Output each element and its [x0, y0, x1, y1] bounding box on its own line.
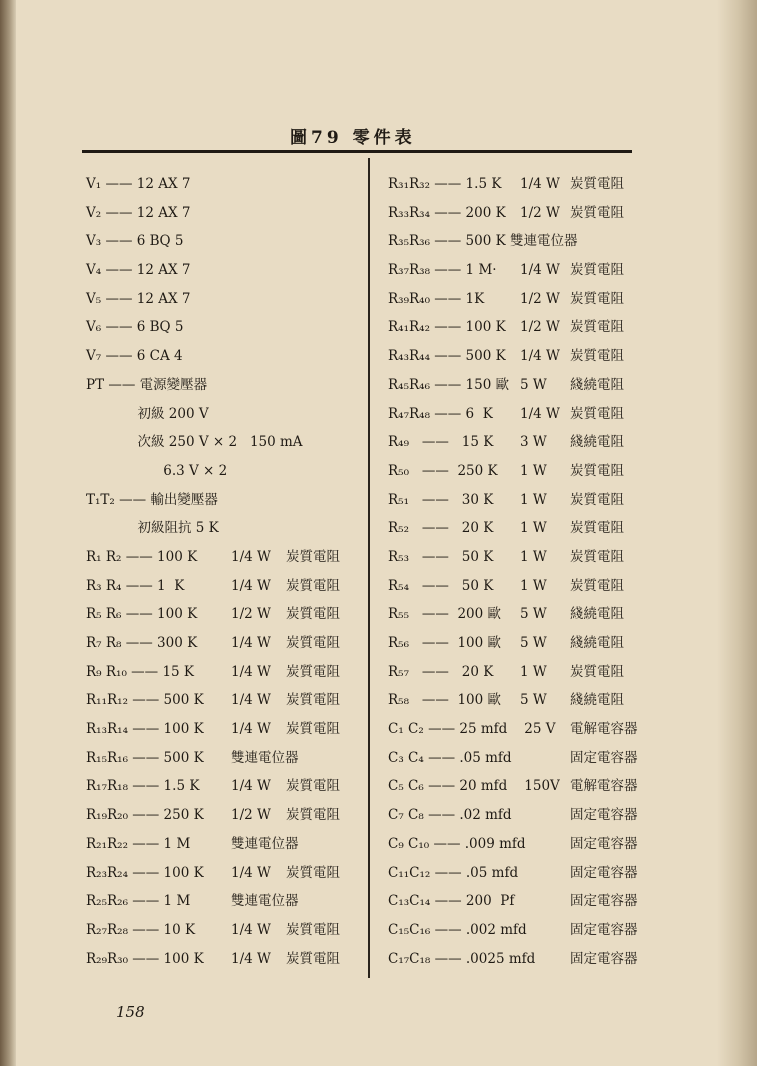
part-type: 炭質電阻: [286, 606, 340, 623]
part-type: 固定電容器: [570, 950, 638, 967]
part-type: 炭質電阻: [570, 405, 624, 422]
part-type: 電解電容器: [570, 778, 638, 795]
part-type: 炭質電阻: [570, 176, 624, 192]
part-rating: 1/4 W: [231, 663, 271, 680]
part-spec: R₇ R₈ —— 300 K: [86, 635, 198, 651]
part-type: 炭質電阻: [286, 692, 340, 709]
part-type: 電解電容器: [570, 721, 638, 738]
part-spec: R₄₃R₄₄ —— 500 K: [388, 348, 506, 365]
part-rating: 1/4 W: [520, 348, 560, 365]
part-rating: 5 W: [520, 606, 547, 623]
part-type: 炭質電阻: [570, 348, 624, 365]
part-spec: R₅₄ —— 50 K: [388, 577, 494, 594]
part-rating: 5 W: [520, 692, 547, 709]
part-spec: R₅₅ —— 200 歐: [388, 606, 502, 623]
part-spec: 初級 200 V: [86, 405, 209, 422]
part-spec: R₃₅R₃₆ —— 500 K 雙連電位器: [388, 233, 578, 250]
part-rating: 1/4 W: [231, 921, 271, 938]
part-spec: R₂₃R₂₄ —— 100 K: [86, 864, 204, 881]
part-spec: R₁₁R₁₂ —— 500 K: [86, 692, 204, 709]
part-type: 炭質電阻: [570, 491, 624, 508]
part-rating: 1/2 W: [231, 807, 271, 824]
part-spec: R₂₇R₂₈ —— 10 K: [86, 921, 196, 938]
part-rating: 雙連電位器: [231, 835, 299, 852]
part-type: 炭質電阻: [286, 663, 340, 680]
part-spec: R₁₇R₁₈ —— 1.5 K: [86, 778, 200, 795]
part-rating: 1/4 W: [231, 864, 271, 881]
part-type: 固定電容器: [570, 749, 638, 766]
part-rating: 雙連電位器: [231, 893, 299, 910]
part-type: 綫繞電阻: [570, 692, 624, 709]
part-spec: R₃₇R₃₈ —— 1 M·: [388, 262, 497, 279]
part-spec: V₁ —— 12 AX 7: [86, 176, 191, 192]
part-rating: 1 W: [520, 520, 547, 537]
part-spec: R₄₁R₄₂ —— 100 K: [388, 319, 506, 336]
part-type: 炭質電阻: [286, 635, 340, 651]
part-spec: R₄₇R₄₈ —— 6 K: [388, 405, 493, 422]
part-rating: 1 W: [520, 577, 547, 594]
part-type: 綫繞電阻: [570, 376, 624, 393]
part-type: 炭質電阻: [286, 778, 340, 795]
part-spec: C₁ C₂ —— 25 mfd: [388, 721, 508, 738]
part-spec: 初級阻抗 5 K: [86, 520, 219, 537]
part-spec: R₅₆ —— 100 歐: [388, 635, 502, 651]
part-spec: C₇ C₈ —— .02 mfd: [388, 807, 512, 824]
part-spec: R₃₁R₃₂ —— 1.5 K: [388, 176, 502, 192]
part-spec: R₅ R₆ —— 100 K: [86, 606, 198, 623]
part-spec: R₉ R₁₀ —— 15 K: [86, 663, 194, 680]
part-spec: V₆ —— 6 BQ 5: [86, 319, 184, 336]
part-spec: V₄ —— 12 AX 7: [86, 262, 191, 279]
part-spec: 6.3 V × 2: [86, 462, 228, 479]
part-rating: 1/2 W: [520, 204, 560, 221]
part-rating: 1/4 W: [231, 577, 271, 594]
part-rating: 1/4 W: [231, 950, 271, 967]
part-type: 炭質電阻: [570, 663, 624, 680]
part-rating: 1/4 W: [520, 262, 560, 279]
part-type: 炭質電阻: [286, 548, 340, 565]
part-type: 炭質電阻: [570, 520, 624, 537]
part-type: 炭質電阻: [286, 577, 340, 594]
part-spec: T₁T₂ —— 輸出變壓器: [86, 491, 218, 508]
part-rating: 1/4 W: [231, 692, 271, 709]
part-type: 炭質電阻: [570, 319, 624, 336]
part-type: 炭質電阻: [570, 548, 624, 565]
part-rating: 1/4 W: [231, 548, 271, 565]
part-spec: R₃ R₄ —— 1 K: [86, 577, 185, 594]
part-type: 綫繞電阻: [570, 434, 624, 451]
part-spec: V₅ —— 12 AX 7: [86, 290, 191, 307]
part-spec: R₅₀ —— 250 K: [388, 462, 498, 479]
part-rating: 1 W: [520, 462, 547, 479]
page-outer-edge: [717, 0, 757, 1066]
part-spec: R₁₅R₁₆ —— 500 K: [86, 749, 204, 766]
part-rating: 1/4 W: [520, 405, 560, 422]
part-rating: 1/4 W: [520, 176, 560, 192]
part-rating: 25 V: [520, 721, 556, 738]
part-spec: R₅₃ —— 50 K: [388, 548, 494, 565]
part-spec: R₅₁ —— 30 K: [388, 491, 494, 508]
part-spec: PT —— 電源變壓器: [86, 376, 208, 393]
part-spec: C₁₃C₁₄ —— 200 Pf: [388, 893, 515, 910]
part-rating: 1/4 W: [231, 635, 271, 651]
part-spec: C₃ C₄ —— .05 mfd: [388, 749, 512, 766]
part-type: 綫繞電阻: [570, 606, 624, 623]
part-type: 炭質電阻: [570, 262, 624, 279]
part-spec: R₄₉ —— 15 K: [388, 434, 494, 451]
part-spec: R₅₇ —— 20 K: [388, 663, 494, 680]
part-spec: R₂₅R₂₆ —— 1 M: [86, 893, 191, 910]
part-type: 炭質電阻: [286, 864, 340, 881]
part-spec: R₂₁R₂₂ —— 1 M: [86, 835, 191, 852]
part-type: 炭質電阻: [570, 577, 624, 594]
part-rating: 5 W: [520, 635, 547, 651]
part-spec: R₃₉R₄₀ —— 1K: [388, 290, 485, 307]
part-type: 固定電容器: [570, 807, 638, 824]
page-binding-edge: [0, 0, 16, 1066]
part-spec: C₉ C₁₀ —— .009 mfd: [388, 835, 526, 852]
part-spec: R₁₃R₁₄ —— 100 K: [86, 721, 204, 738]
part-rating: 1/2 W: [231, 606, 271, 623]
column-divider: [368, 158, 370, 978]
part-spec: C₁₅C₁₆ —— .002 mfd: [388, 921, 527, 938]
part-spec: 次級 250 V × 2 150 mA: [86, 434, 303, 451]
page-title: 圖79 零件表: [290, 128, 416, 148]
part-rating: 1 W: [520, 491, 547, 508]
part-rating: 1 W: [520, 663, 547, 680]
part-spec: R₁ R₂ —— 100 K: [86, 548, 198, 565]
part-type: 炭質電阻: [286, 807, 340, 824]
part-spec: R₃₃R₃₄ —— 200 K: [388, 204, 506, 221]
part-rating: 雙連電位器: [231, 749, 299, 766]
part-spec: V₇ —— 6 CA 4: [86, 348, 183, 365]
part-rating: 1 W: [520, 548, 547, 565]
part-rating: 5 W: [520, 376, 547, 393]
part-spec: R₄₅R₄₆ —— 150 歐: [388, 376, 510, 393]
part-spec: C₁₁C₁₂ —— .05 mfd: [388, 864, 519, 881]
part-type: 固定電容器: [570, 835, 638, 852]
part-rating: 1/4 W: [231, 721, 271, 738]
part-type: 炭質電阻: [570, 204, 624, 221]
page-number: 158: [116, 1003, 145, 1021]
part-type: 綫繞電阻: [570, 635, 624, 651]
part-rating: 3 W: [520, 434, 547, 451]
part-type: 炭質電阻: [286, 950, 340, 967]
part-spec: C₁₇C₁₈ —— .0025 mfd: [388, 950, 536, 967]
part-type: 炭質電阻: [570, 462, 624, 479]
part-type: 固定電容器: [570, 864, 638, 881]
part-spec: R₂₉R₃₀ —— 100 K: [86, 950, 204, 967]
part-spec: R₅₂ —— 20 K: [388, 520, 494, 537]
part-spec: C₅ C₆ —— 20 mfd: [388, 778, 508, 795]
part-type: 炭質電阻: [286, 921, 340, 938]
title-rule: [82, 150, 632, 153]
part-rating: 150V: [520, 778, 560, 795]
part-rating: 1/2 W: [520, 319, 560, 336]
part-rating: 1/2 W: [520, 290, 560, 307]
part-spec: V₂ —— 12 AX 7: [86, 204, 191, 221]
part-type: 固定電容器: [570, 921, 638, 938]
part-type: 炭質電阻: [286, 721, 340, 738]
part-spec: R₁₉R₂₀ —— 250 K: [86, 807, 204, 824]
part-spec: R₅₈ —— 100 歐: [388, 692, 502, 709]
part-type: 炭質電阻: [570, 290, 624, 307]
part-rating: 1/4 W: [231, 778, 271, 795]
part-spec: V₃ —— 6 BQ 5: [86, 233, 184, 250]
part-type: 固定電容器: [570, 893, 638, 910]
